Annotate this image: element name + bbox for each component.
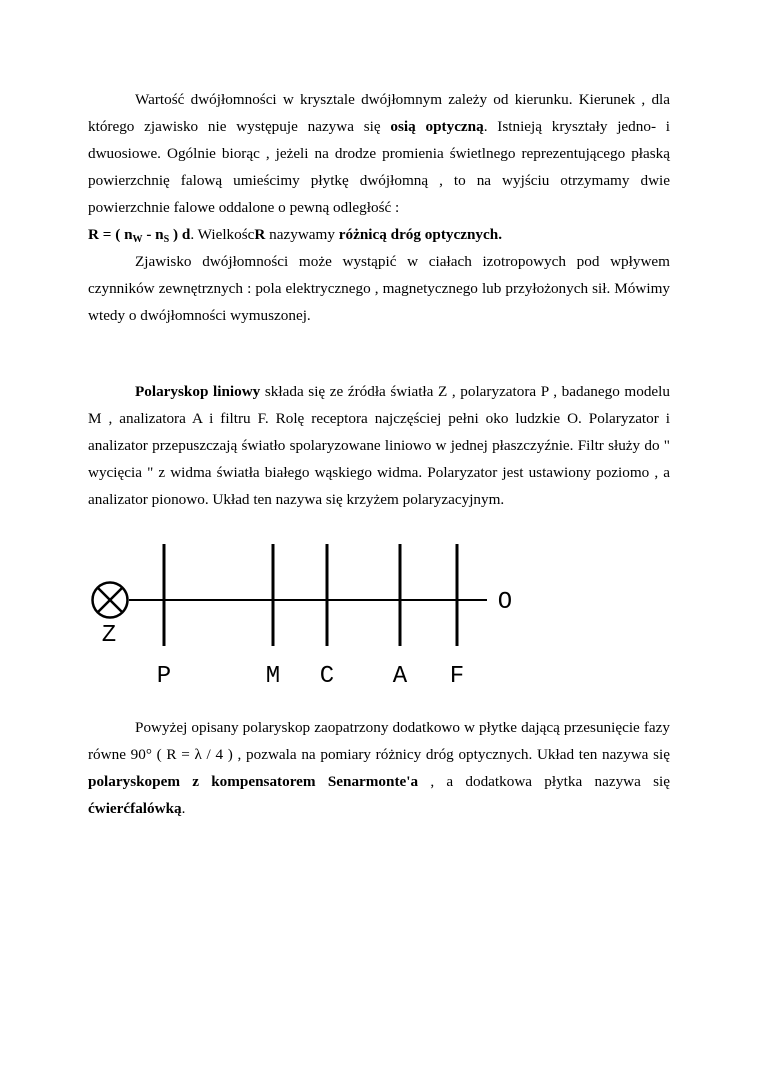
label-analyzer: A — [392, 663, 408, 690]
paragraph-linear-polariscope: Polaryskop liniowy składa się ze źródła światła Z , polaryzatora P , badanego modelu M , analizatora A i filtru F. Rolę receptora najczęściej pełni oko ludzkie O. Polaryzator i analizator przepuszczają światło spolaryzowane liniowo w jednej płaszczyźnie. Filtr służy do " wycięcia " z widma światła białego wąskiego widma. Polaryzator jest ustawiony poziomo , a analizator pionowo. Układ ten nazywa się krzyżem polaryzacyjnym. — [88, 383, 670, 508]
term-linear-polariscope: Polaryskop liniowy — [135, 383, 261, 400]
formula-line: R = ( $n_W - n_S$ ) d. WielkoścR nazywamy różnicą dróg optycznych. — [88, 226, 502, 245]
label-source: Z — [101, 622, 117, 649]
light-source-icon — [93, 583, 128, 618]
label-compensator: C — [319, 663, 335, 690]
term-optical-path-difference: różnicą dróg optycznych. — [338, 226, 502, 243]
term-optical-axis: osią optyczną — [390, 118, 484, 135]
paragraph-birefringence: Wartość dwójłomności w krysztale dwójłomnym zależy od kierunku. Kierunek , dla którego zjawisko nie występuje nazywa się osią optyczną. Istnieją kryształy jedno- i dwuosiowe. Ogólnie biorąc , jeżeli na drodze promienia świetlnego reprezentującego płaską powierzchnię falową umieścimy płytkę dwójłomną , to na wyjściu otrzymamy dwie powierzchnie falowe oddalone o pewną odległość : — [88, 91, 670, 216]
label-observer: O — [497, 589, 513, 616]
term-senarmont-polariscope: polaryskopem z kompensatorem Senarmonte'a — [88, 773, 419, 790]
paragraph-forced-birefringence: Zjawisko dwójłomności może wystąpić w ciałach izotropowych pod wpływem czynników zewnętrznych : pola elektrycznego , magnetycznego lub przyłożonych sił. Mówimy wtedy o dwójłomności wymuszonej. — [88, 253, 670, 324]
paragraph-compensator: Powyżej opisany polaryskop zaopatrzony dodatkowo w płytke dającą przesunięcie fazy równe 90° ( R = λ / 4 ) , pozwala na pomiary różnicy dróg optycznych. Układ ten nazywa się polaryskopem z kompensatorem Senarmonte'a , a dodatkowa płytka nazywa się ćwierćfalówką. — [88, 719, 670, 817]
label-polarizer: P — [156, 663, 172, 690]
term-quarter-wave-plate: ćwierćfalówką — [88, 800, 182, 817]
label-filter: F — [449, 663, 465, 690]
formula: R = ( $n_W - n_S$ ) d — [88, 226, 191, 245]
label-model: M — [265, 663, 281, 690]
